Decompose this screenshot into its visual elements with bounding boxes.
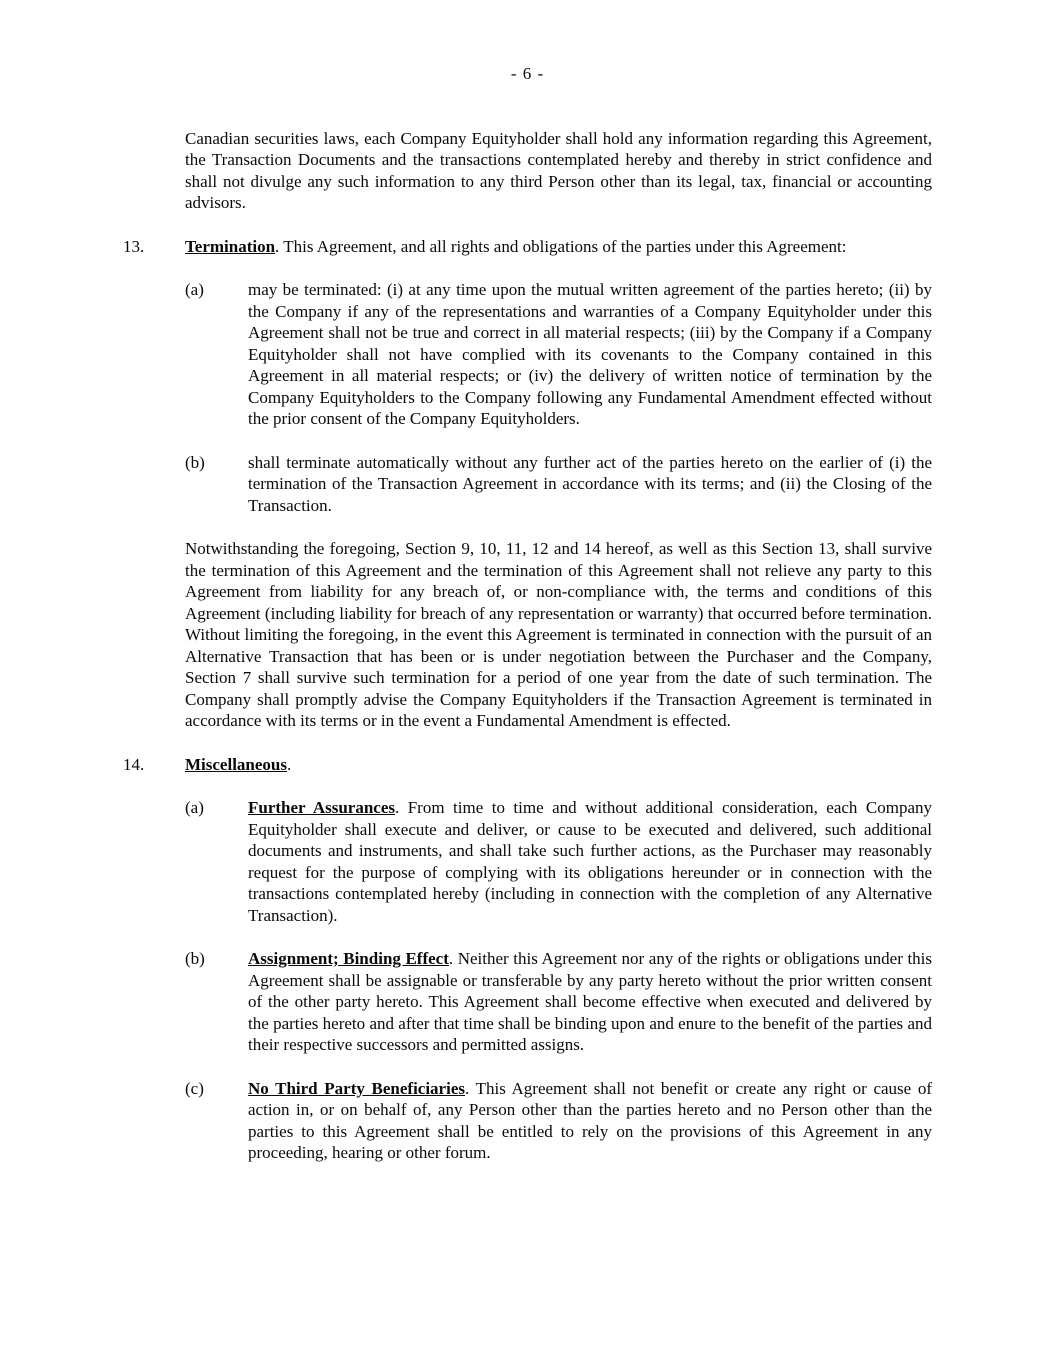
misc-item-further-assurances [185,797,932,926]
section-termination-heading-suffix: . This Agreement, and all rights and obligations of the parties under this Agreement: [275,236,847,256]
misc-item-c-label: (c) [185,1078,204,1098]
misc-item-assignment-binding-effect [185,948,932,1056]
misc-item-b-text-block [248,948,932,1056]
assignment-binding-effect-text: . Neither this Agreement nor any of the rights or obligations under this Agreement shall be assignable or transferable by any party hereto without the prior written consent of the other party hereto. This Agreement shall become effective when executed and delivered by the parties hereto and after that time shall be binding upon and enure to the benefit of the parties and their respective successors and permitted assigns. [248,949,933,1054]
misc-item-a-label: (a) [185,798,204,817]
misc-item-no-third-party-beneficiaries [185,1078,932,1164]
section-miscellaneous-heading-line [185,754,932,776]
misc-item-a-text-block [248,797,932,926]
further-assurances-text: . From time to time and without additional consideration, each Company Equityholder shall execute and deliver, or cause to be executed and delivered, such additional documents and instruments, and shall take such further actions, as the Purchaser may reasonably request for the purpose of complying with its obligations hereunder or in connection with the transactions contemplated hereby (including in connection with the completion of any Alternative Transaction). [248,798,933,925]
section-termination-heading-line [185,236,932,258]
section-termination-number: 13. [123,236,145,256]
no-third-party-beneficiaries-title: No Third Party Beneficiaries [248,1078,465,1098]
section-termination-item-b [185,452,932,517]
section-termination-item-a [185,279,932,430]
page-number: - 6 - [510,64,545,83]
section-termination-heading: Termination [185,236,276,256]
termination-survival-paragraph: Notwithstanding the foregoing, Section 9, 10, 11, 12 and 14 hereof, as well as this Section 13, shall survive the termination of this Agreement and the termination of this Agreement shall not relieve any party to this Agreement from liability for any breach of, or non-compliance with, the terms and conditions of this Agreement (including liability for breach of any representation or warranty) that occurred before termination. Without limiting the foregoing, in the event this Agreement is terminated in connection with the pursuit of an Alternative Transaction that has been or is under negotiation between the Purchaser and the Company, Section 7 shall survive such termination for a period of one year from the date of such termination. The Company shall promptly advise the Company Equityholders if the Transaction Agreement is terminated in accordance with its terms or in the event a Fundamental Amendment is effected. [185,539,932,730]
section-termination [123,236,932,258]
section-miscellaneous-heading: Miscellaneous [185,754,287,774]
no-third-party-beneficiaries-text: . This Agreement shall not benefit or create any right or cause of action in, or on behalf of, any Person other than the parties hereto and no Person other than the parties to this Agreement shall be entitled to rely on the provisions of this Agreement in any proceeding, hearing or other forum. [248,1078,933,1162]
item-a-text: may be terminated: (i) at any time upon the mutual written agreement of the parties hereto; (ii) by the Company if any of the representations and warranties of a Company Equityholder under this Agreement shall not be true and correct in all material respects; (iii) by the Company if a Company Equityholder shall not have complied with its covenants to the Company contained in this Agreement in all material respects; or (iv) the delivery of written notice of termination by the Company Equityholders to the Company following any Fundamental Amendment effected without the prior consent of the Company Equityholders. [248,280,932,428]
intro-paragraph: Canadian securities laws, each Company Equityholder shall hold any information regarding this Agreement, the Transaction Documents and the transactions contemplated hereby and thereby in strict confidence and shall not divulge any such information to any third Person other than its legal, tax, financial or accounting advisors. [185,128,932,212]
section-miscellaneous [123,754,932,776]
further-assurances-title: Further Assurances [248,798,395,817]
assignment-binding-effect-title: Assignment; Binding Effect [248,949,449,968]
misc-item-b-label: (b) [185,949,205,968]
section-miscellaneous-heading-suffix: . [287,754,292,774]
misc-item-c-text-block [248,1078,932,1164]
item-a-label: (a) [185,280,204,299]
item-b-text: shall terminate automatically without any further act of the parties hereto on the earlier of (i) the termination of the Transaction Agreement in accordance with its terms; and (ii) the Closing of the Transaction. [248,452,932,515]
item-b-label: (b) [185,452,205,472]
section-miscellaneous-number: 14. [123,754,145,774]
